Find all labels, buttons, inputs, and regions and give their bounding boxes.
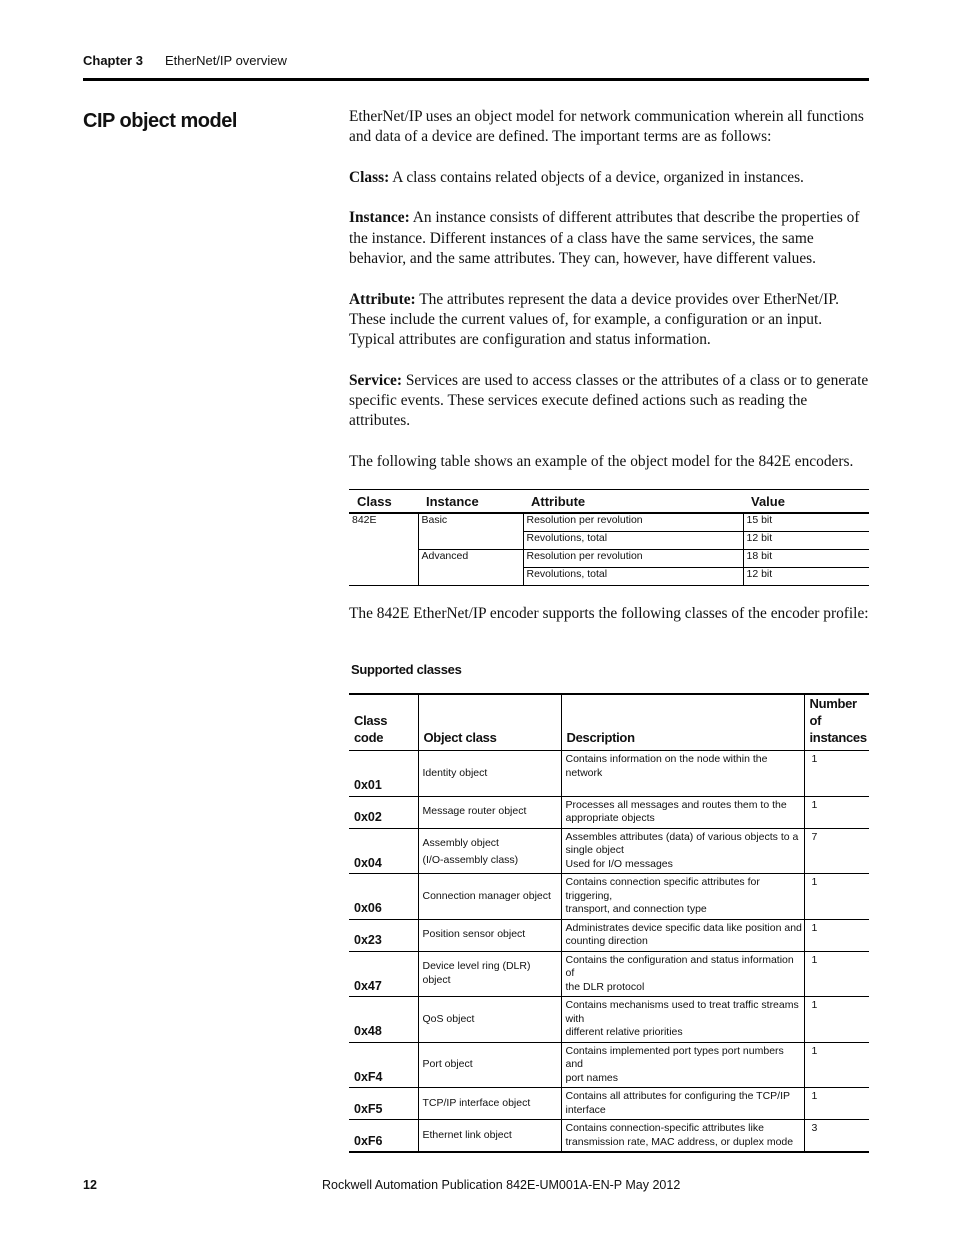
class-code-cell: 0x02	[349, 796, 418, 828]
object-class-cell	[418, 874, 561, 920]
table-header-row	[349, 694, 869, 751]
object-class-cell	[418, 796, 561, 828]
object-class-cell	[418, 951, 561, 997]
object-class-text: Position sensor object	[422, 928, 526, 941]
object-class-cell	[418, 919, 561, 951]
table-row	[349, 828, 869, 874]
column-header: Description	[561, 694, 804, 751]
header-line: instances	[809, 730, 867, 745]
instances-cell: 1	[804, 751, 869, 797]
body-text	[349, 107, 871, 493]
object-class-cell	[418, 997, 561, 1043]
table-row	[349, 951, 869, 997]
description-cell	[561, 828, 804, 874]
object-class-cell	[418, 1120, 561, 1153]
class-code-cell: 0x23	[349, 919, 418, 951]
class-cell: 842E	[349, 513, 418, 586]
instances-cell: 1	[804, 1042, 869, 1088]
table-intro: The following table shows an example of the object model for the 842E encoders.	[349, 453, 854, 471]
column-header: Value	[743, 490, 869, 514]
object-class-cell	[418, 828, 561, 874]
chapter-label: Chapter 3	[83, 53, 143, 68]
chapter-title: EtherNet/IP overview	[165, 53, 287, 68]
object-class-cell	[418, 1042, 561, 1088]
value-cell: 12 bit	[743, 568, 869, 586]
column-header: Instance	[418, 490, 523, 514]
description-cell	[561, 1042, 804, 1088]
definition-term: Attribute:	[349, 290, 416, 308]
description-line: Used for I/O messages	[565, 857, 673, 870]
object-class-text: Device level ring (DLR) object	[422, 960, 531, 986]
object-class-text: Identity object	[422, 766, 488, 779]
description-line: appropriate objects	[565, 812, 655, 824]
object-class-text: QoS object	[422, 1012, 475, 1025]
column-header: Object class	[418, 694, 561, 751]
description-line: Contains connection-specific attributes like	[565, 1122, 764, 1134]
instances-cell: 1	[804, 796, 869, 828]
running-header	[83, 53, 287, 68]
description-line: Processes all messages and routes them to the	[565, 798, 787, 811]
description-cell	[561, 997, 804, 1043]
description-line: Assembles attributes (data) of various objects to a	[565, 830, 799, 843]
supported-classes-table	[349, 693, 869, 1153]
class-code-cell: 0x01	[349, 751, 418, 797]
table-row	[349, 1088, 869, 1120]
description-line: Administrates device specific data like position and	[565, 921, 802, 934]
class-code-cell: 0x48	[349, 997, 418, 1043]
definition-class	[349, 168, 871, 188]
description-line: interface	[565, 1103, 606, 1116]
instances-cell: 1	[804, 951, 869, 997]
table-row	[349, 751, 869, 797]
attribute-cell: Resolution per revolution	[523, 513, 743, 532]
object-class-text: TCP/IP interface object	[422, 1096, 531, 1109]
class-code-cell: 0xF6	[349, 1120, 418, 1153]
description-line: transport, and connection type	[565, 903, 707, 915]
instances-cell: 3	[804, 1120, 869, 1153]
description-cell	[561, 951, 804, 997]
description-line: Contains information on the node within the network	[565, 753, 768, 779]
header-line: Number of	[809, 696, 857, 728]
description-line: Contains all attributes for configuring the TCP/IP	[565, 1090, 791, 1102]
description-line: Contains implemented port types port numbers and	[565, 1044, 784, 1070]
table-row	[349, 997, 869, 1043]
description-line: Contains mechanisms used to treat traffic streams with	[565, 999, 799, 1025]
attribute-cell: Resolution per revolution	[523, 550, 743, 568]
page-number: 12	[83, 1178, 97, 1192]
class-code-cell: 0xF4	[349, 1042, 418, 1088]
instances-cell: 1	[804, 997, 869, 1043]
definition-text: The attributes represent the data a device provides over EtherNet/IP. These include the current values of, for example, a configuration or an input. Typical attributes are configuration and status information.	[349, 290, 839, 349]
description-cell	[561, 751, 804, 797]
description-line: Contains connection specific attributes for triggering,	[565, 876, 760, 902]
instance-cell: Basic	[418, 513, 523, 550]
definition-term: Instance:	[349, 209, 410, 227]
table-header-row	[349, 490, 869, 514]
value-cell: 12 bit	[743, 532, 869, 550]
value-cell: 15 bit	[743, 513, 869, 532]
table-row	[349, 550, 869, 568]
definition-instance	[349, 208, 871, 269]
column-header: Class code	[349, 694, 418, 751]
object-class-text: (I/O-assembly class)	[422, 853, 519, 866]
value-cell: 18 bit	[743, 550, 869, 568]
definition-term: Service:	[349, 371, 402, 389]
object-class-text: Port object	[422, 1058, 473, 1070]
object-class-text: Message router object	[422, 805, 527, 818]
classes-intro: The 842E EtherNet/IP encoder supports the following classes of the encoder profile:	[349, 605, 869, 622]
object-class-text: Assembly object	[422, 836, 499, 849]
description-line: port names	[565, 1071, 619, 1084]
instance-cell: Advanced	[418, 550, 523, 586]
definition-text: An instance consists of different attributes that describe the properties of the instance. Different instances of a class have the same services, the same behavior, and the same attributes. They can, however, have different values.	[349, 209, 860, 268]
attribute-cell: Revolutions, total	[523, 532, 743, 550]
table-row	[349, 796, 869, 828]
table-row	[349, 1120, 869, 1153]
column-header	[804, 694, 869, 751]
table-row	[349, 513, 869, 532]
instances-cell: 1	[804, 919, 869, 951]
object-class-cell	[418, 1088, 561, 1120]
object-class-text: Connection manager object	[422, 889, 551, 902]
definition-term: Class:	[349, 168, 390, 186]
definition-attribute	[349, 290, 871, 351]
intro-paragraph: EtherNet/IP uses an object model for network communication wherein all functions and data of a device are defined. The important terms are as follows:	[349, 108, 864, 146]
description-line: different relative priorities	[565, 1026, 683, 1038]
column-header: Class	[349, 490, 418, 514]
description-cell	[561, 1088, 804, 1120]
table-row	[349, 919, 869, 951]
object-class-text: Ethernet link object	[422, 1128, 512, 1141]
definition-service	[349, 371, 871, 432]
class-code-cell: 0x47	[349, 951, 418, 997]
publication-info: Rockwell Automation Publication 842E-UM001A-EN-P May 2012	[322, 1178, 681, 1192]
description-line: single object	[565, 844, 624, 856]
object-class-cell	[418, 751, 561, 797]
object-model-table	[349, 489, 869, 586]
description-cell	[561, 1120, 804, 1153]
table-row	[349, 1042, 869, 1088]
definition-text: Services are used to access classes or the attributes of a class or to generate specific events. These services execute defined actions such as reading the attributes.	[349, 371, 869, 430]
class-code-cell: 0x06	[349, 874, 418, 920]
description-line: transmission rate, MAC address, or duplex mode	[565, 1135, 794, 1148]
column-header: Attribute	[523, 490, 743, 514]
description-line: the DLR protocol	[565, 980, 645, 993]
section-title: CIP object model	[83, 110, 237, 132]
class-code-cell: 0xF5	[349, 1088, 418, 1120]
attribute-cell: Revolutions, total	[523, 568, 743, 586]
header-rule	[83, 78, 869, 81]
description-line: Contains the configuration and status information of	[565, 953, 794, 979]
description-line: counting direction	[565, 935, 648, 947]
instances-cell: 7	[804, 828, 869, 874]
definition-text: A class contains related objects of a device, organized in instances.	[389, 168, 804, 186]
description-cell	[561, 874, 804, 920]
instances-cell: 1	[804, 1088, 869, 1120]
table-row	[349, 874, 869, 920]
table-caption: Supported classes	[351, 662, 462, 677]
instances-cell: 1	[804, 874, 869, 920]
class-code-cell: 0x04	[349, 828, 418, 874]
description-cell	[561, 919, 804, 951]
description-cell	[561, 796, 804, 828]
